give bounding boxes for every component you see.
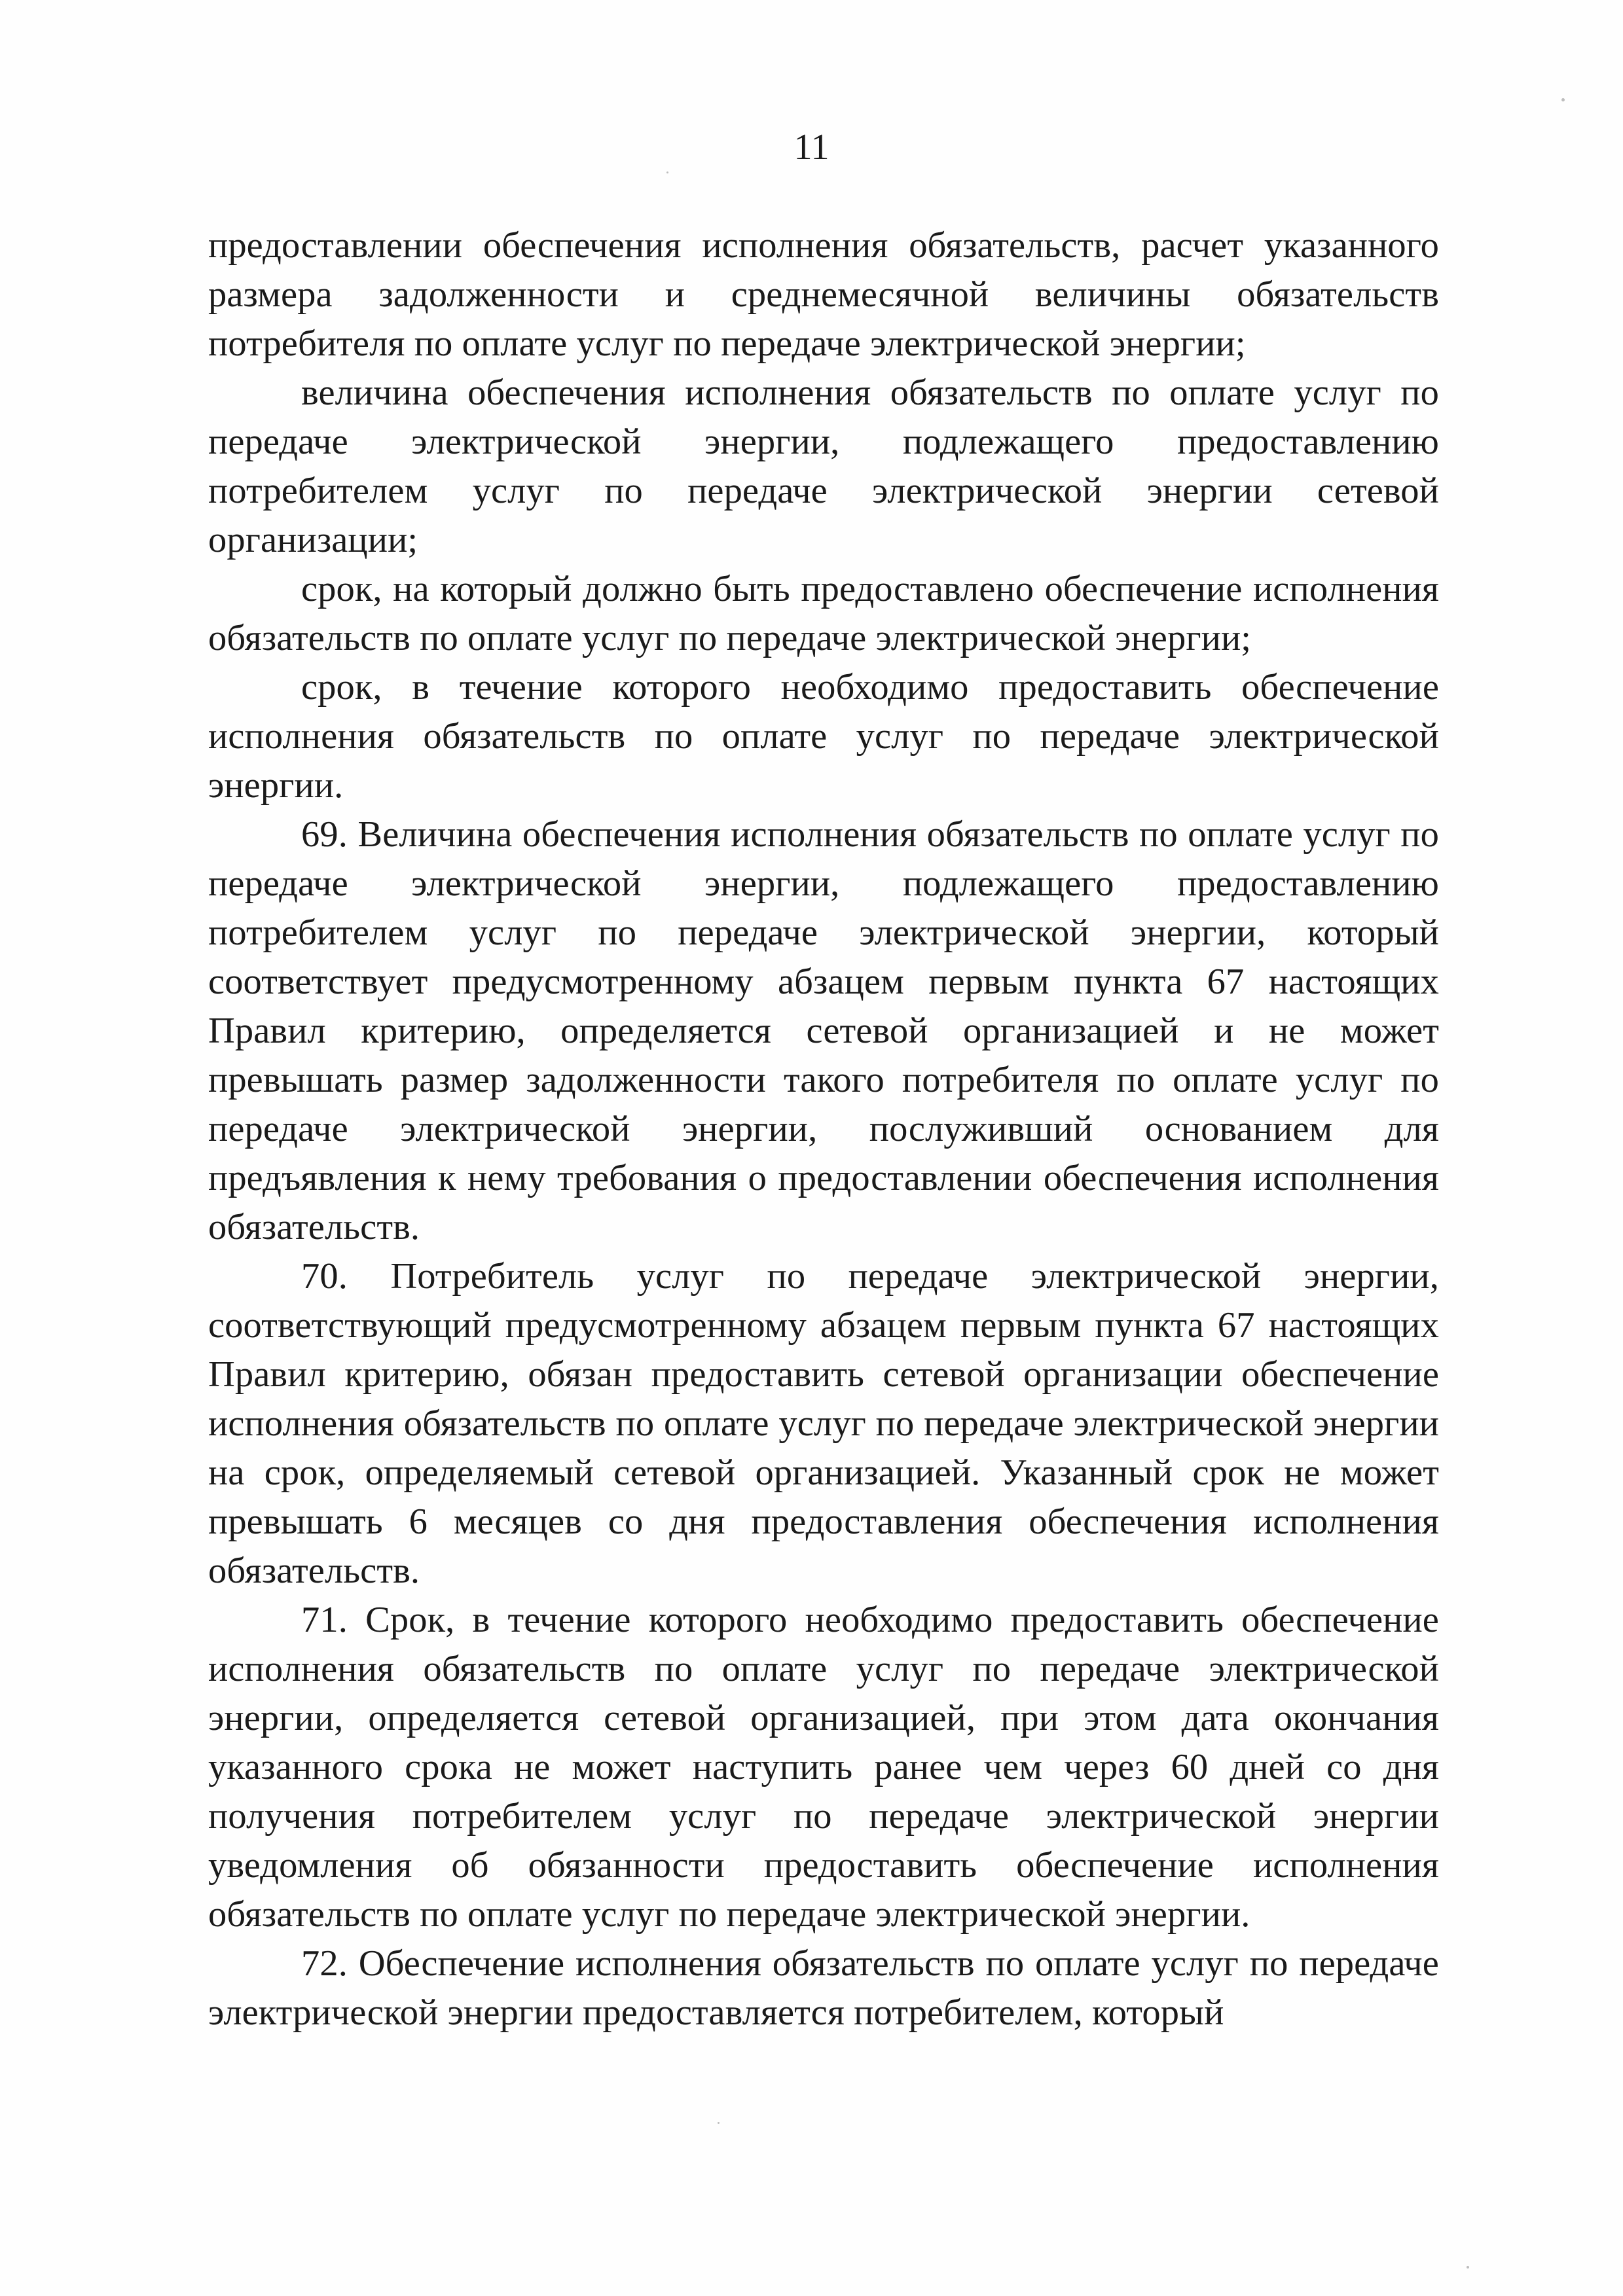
paragraph-72: 72. Обеспечение исполнения обязательств по оплате услуг по передаче электрической энергии предоставляется потребителем, который	[208, 1943, 1439, 2033]
body-text	[208, 221, 1439, 2037]
paragraph-1: предоставлении обеспечения исполнения обязательств, расчет указанного размера задолженности и среднемесячной величины обязательств потребителя по оплате услуг по передаче электрической энергии;	[208, 225, 1439, 364]
paragraph-3: срок, на который должно быть предоставлено обеспечение исполнения обязательств по оплате услуг по передаче электрической энергии;	[208, 569, 1439, 658]
paragraph-70: 70. Потребитель услуг по передаче электрической энергии, соответствующий предусмотренному абзацем первым пункта 67 настоящих Правил критерию, обязан предоставить сетевой организации обеспечение исполнения обязательств по оплате услуг по передаче электрической энергии на срок, определяемый сетевой организацией. Указанный срок не может превышать 6 месяцев со дня предоставления обеспечения исполнения обязательств.	[208, 1256, 1439, 1591]
paragraph-2: величина обеспечения исполнения обязательств по оплате услуг по передаче электрической энергии, подлежащего предоставлению потребителем услуг по передаче электрической энергии сетевой организации;	[208, 372, 1439, 560]
paragraph-71: 71. Срок, в течение которого необходимо предоставить обеспечение исполнения обязательств по оплате услуг по передаче электрической энергии, определяется сетевой организацией, при этом дата окончания указанного срока не может наступить ранее чем через 60 дней со дня получения потребителем услуг по передаче электрической энергии уведомления об обязанности предоставить обеспечение исполнения обязательств по оплате услуг по передаче электрической энергии.	[208, 1600, 1439, 1935]
scan-speck	[1467, 2266, 1469, 2269]
scan-speck	[718, 2122, 720, 2124]
scan-speck	[666, 171, 668, 173]
paragraph-4: срок, в течение которого необходимо предоставить обеспечение исполнения обязательств по оплате услуг по передаче электрической энергии.	[208, 667, 1439, 806]
scan-speck	[1561, 98, 1565, 101]
page-number: 11	[793, 127, 830, 168]
paragraph-69: 69. Величина обеспечения исполнения обязательств по оплате услуг по передаче электрической энергии, подлежащего предоставлению потребителем услуг по передаче электрической энергии, который соответствует предусмотренному абзацем первым пункта 67 настоящих Правил критерию, определяется сетевой организацией и не может превышать размер задолженности такого потребителя по оплате услуг по передаче электрической энергии, послуживший основанием для предъявления к нему требования о предоставлении обеспечения исполнения обязательств.	[208, 814, 1439, 1247]
